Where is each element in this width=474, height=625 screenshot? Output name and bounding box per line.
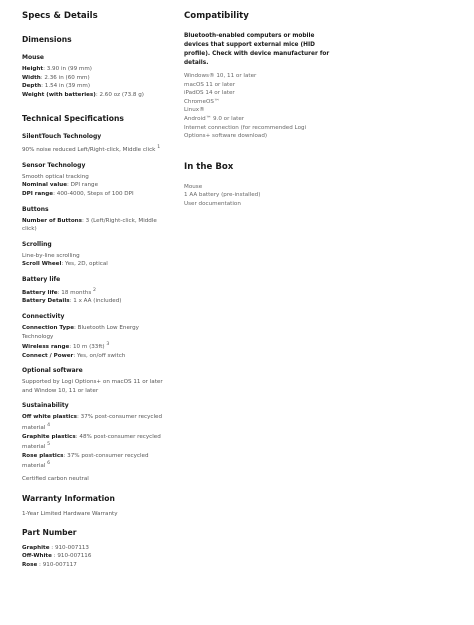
compat-item: macOS 11 or later bbox=[184, 81, 235, 88]
compat-item: ChromeOS™ bbox=[184, 98, 220, 105]
dimensions-heading: Dimensions bbox=[22, 35, 72, 44]
part-row: Off-White : 910-007116 bbox=[22, 553, 92, 560]
silent-heading: SilentTouch Technology bbox=[22, 133, 102, 141]
battery-row: Battery life: 18 months $^2$ bbox=[22, 287, 96, 296]
buttons-row: Number of Buttons: 3 (Left/Right-click, Middle click) bbox=[22, 217, 157, 233]
box-item: 1 AA battery (pre-installed) bbox=[184, 192, 261, 199]
compat-item: Internet connection (for recommended Logi Options+ software download) bbox=[184, 124, 307, 140]
optional-text: Supported by Logi Options+ on macOS 11 or later and Window 10, 11 or later bbox=[22, 379, 163, 394]
sensor-heading: Sensor Technology bbox=[22, 161, 86, 169]
part-heading: Part Number bbox=[22, 527, 77, 537]
sensor-row: DPI range: 400-4000, Steps of 100 DPI bbox=[22, 191, 134, 198]
warranty-text: 1-Year Limited Hardware Warranty bbox=[22, 511, 118, 518]
compat-heading: Compatibility bbox=[184, 11, 249, 21]
connectivity-row: Wireless range: 10 m (33ft) $^3$ bbox=[22, 342, 110, 351]
optional-heading: Optional software bbox=[22, 367, 83, 375]
specs-title: Specs & Details bbox=[22, 11, 98, 21]
box-item: User documentation bbox=[184, 200, 241, 207]
certified-text: Certified carbon neutral bbox=[22, 475, 89, 482]
part-row: Rose : 910-007117 bbox=[22, 561, 77, 568]
dim-row: Weight (with batteries): 2.60 oz (73.8 g) bbox=[22, 91, 144, 98]
sensor-row: Nominal value: DPI range bbox=[22, 182, 99, 189]
part-row: Graphite : 910-007113 bbox=[22, 544, 89, 551]
compat-item: Windows® 10, 11 or later bbox=[184, 73, 257, 79]
sensor-text: Smooth optical tracking bbox=[22, 173, 89, 180]
box-heading: In the Box bbox=[184, 161, 234, 172]
sustainability-row: Rose plastics: 37% post-consumer recycled material $^6$ bbox=[22, 452, 149, 469]
warranty-heading: Warranty Information bbox=[22, 494, 115, 504]
dim-row: Height: 3.90 in (99 mm) bbox=[22, 66, 92, 72]
box-item: Mouse bbox=[184, 183, 203, 190]
connectivity-row: Connect / Power: Yes, on/off switch bbox=[22, 352, 126, 359]
scrolling-text: Line-by-line scrolling bbox=[22, 252, 80, 259]
dim-row: Depth: 1.54 in (39 mm) bbox=[22, 83, 91, 90]
battery-heading: Battery life bbox=[22, 275, 61, 283]
compat-intro: Bluetooth-enabled computers or mobile devices that support external mice (HID profile). Check with device manufacturer for details. bbox=[184, 33, 330, 66]
sustainability-row: Graphite plastics: 48% post-consumer recycled material $^5$ bbox=[22, 433, 161, 450]
sustainability-row: Off white plastics: 37% post-consumer recycled material $^4$ bbox=[22, 414, 163, 431]
scrolling-heading: Scrolling bbox=[22, 240, 52, 248]
silent-text: 90% noise reduced Left/Right-click, Middle click $^1$ bbox=[22, 145, 161, 154]
compat-item: Android™ 9.0 or later bbox=[184, 115, 245, 122]
scroll-wheel-row: Scroll Wheel: Yes, 2D, optical bbox=[22, 261, 108, 268]
dim-row: Width: 2.36 in (60 mm) bbox=[22, 74, 90, 81]
connectivity-row: Connection Type: Bluetooth Low Energy Technology bbox=[22, 325, 139, 340]
dimensions-sub: Mouse bbox=[22, 54, 45, 61]
sustainability-heading: Sustainability bbox=[22, 402, 69, 410]
tech-heading: Technical Specifications bbox=[22, 114, 124, 124]
connectivity-heading: Connectivity bbox=[22, 313, 65, 321]
compat-item: iPadOS 14 or later bbox=[184, 90, 235, 97]
compat-column bbox=[184, 10, 334, 209]
battery-row: Battery Details: 1 x AA (included) bbox=[22, 298, 122, 305]
compat-item: Linux® bbox=[184, 107, 205, 114]
buttons-heading: Buttons bbox=[22, 205, 49, 213]
specs-column bbox=[22, 10, 172, 570]
